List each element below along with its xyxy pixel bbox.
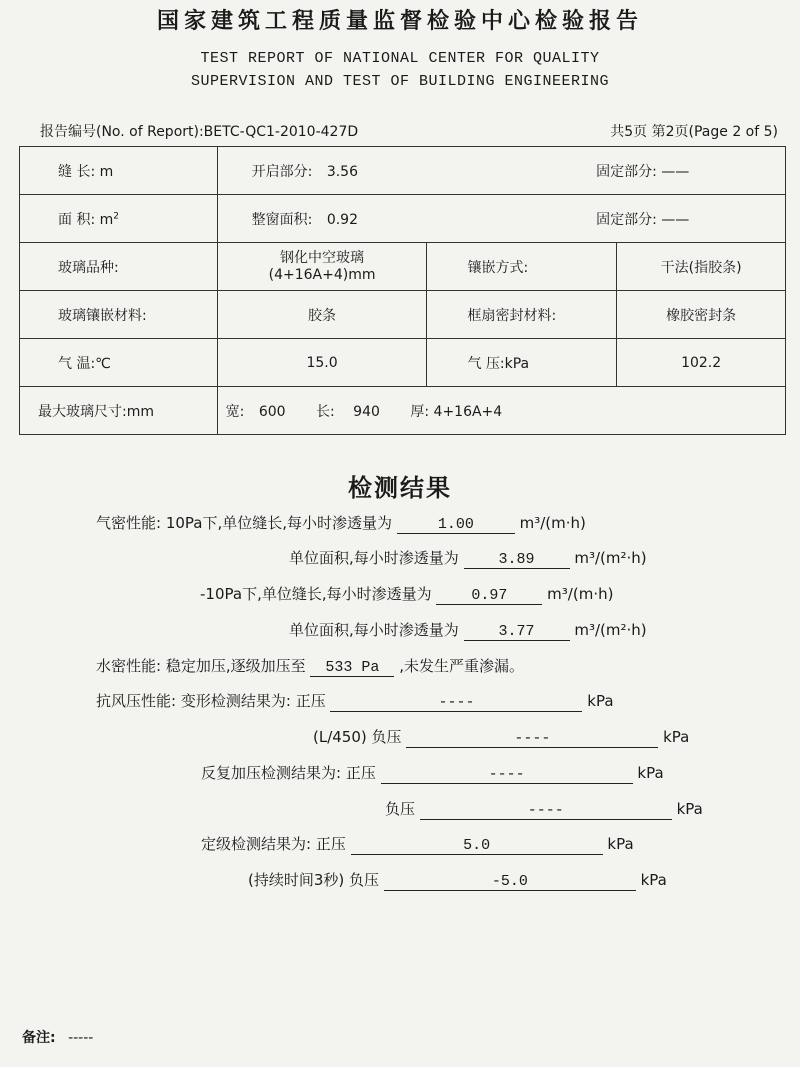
- fixed-area-label: 固定部分:: [596, 211, 657, 228]
- info-row-temperature: [20, 339, 786, 387]
- glazing-method-label: 镶嵌方式:: [427, 243, 617, 291]
- window-area-label: 整窗面积:: [251, 211, 313, 228]
- sample-info-table: [19, 146, 786, 435]
- water-value: 533 Pa: [310, 659, 394, 677]
- results-title: 检测结果: [348, 474, 452, 502]
- window-area-value: 0.92: [326, 211, 358, 228]
- pressure-value: 102.2: [617, 339, 786, 387]
- remark-label: 备注:: [22, 1030, 56, 1046]
- wind-label: 抗风压性能:: [96, 692, 177, 710]
- max-glass-size-values: [217, 387, 785, 435]
- air-value-2: 3.89: [464, 551, 570, 569]
- remark: [22, 1027, 93, 1047]
- deform-neg-value: ----: [406, 730, 658, 748]
- width-value: 600: [258, 403, 286, 420]
- info-row-max-glass-size: [20, 387, 786, 435]
- fixed-part-value: ——: [661, 163, 690, 180]
- seam-length-values: [217, 147, 785, 195]
- remark-value: -----: [68, 1030, 94, 1046]
- report-title-en-line2: SUPERVISION AND TEST OF BUILDING ENGINEERING: [190, 73, 610, 90]
- report-title-cn: 国家建筑工程质量监督检验中心检验报告: [156, 9, 643, 34]
- air-line-1: 气密性能: 10Pa下,单位缝长,每小时渗透量为 1.00 m³/(m·h): [96, 514, 586, 533]
- repeat-neg-value: ----: [420, 802, 672, 820]
- info-row-seam-length: [20, 147, 786, 195]
- report-title-en-line1: TEST REPORT OF NATIONAL CENTER FOR QUALITY: [200, 50, 600, 67]
- repeat-pos-value: ----: [381, 766, 633, 784]
- info-row-glazing-material: [20, 291, 786, 339]
- glass-type-label: 玻璃品种:: [20, 243, 218, 291]
- length-value: 940: [353, 403, 380, 420]
- glazing-material-label: 玻璃镶嵌材料:: [20, 291, 218, 339]
- temperature-label: 气 温:℃: [20, 339, 218, 387]
- grade-pos-value: 5.0: [351, 837, 603, 855]
- temperature-value: 15.0: [217, 339, 427, 387]
- glazing-method-value: 干法(指胶条): [617, 243, 786, 291]
- wind-grade-pos-line: 定级检测结果为: 正压 5.0 kPa: [201, 835, 634, 854]
- report-number: 报告编号(No. of Report):BETC-QC1-2010-427D: [40, 124, 359, 140]
- wind-deform-pos-line: 抗风压性能: 变形检测结果为: 正压 ---- kPa: [96, 692, 614, 711]
- glass-type-value: 钢化中空玻璃 (4+16A+4)mm: [217, 243, 427, 291]
- wind-grade-neg-line: (持续时间3秒) 负压 -5.0 kPa: [248, 871, 667, 890]
- open-part-label: 开启部分:: [251, 163, 313, 180]
- air-value-4: 3.77: [464, 623, 570, 641]
- air-label: 气密性能:: [96, 514, 162, 532]
- pressure-label: 气 压:kPa: [427, 339, 617, 387]
- water-label: 水密性能:: [96, 657, 162, 675]
- thickness-value: 4+16A+4: [433, 403, 503, 420]
- wind-deform-neg-line: (L/450) 负压 ---- kPa: [313, 728, 690, 747]
- air-line-4: 单位面积,每小时渗透量为 3.77 m³/(m²·h): [289, 621, 647, 640]
- area-values: [217, 195, 785, 243]
- thickness-label: 厚:: [410, 403, 430, 420]
- frame-seal-value: 橡胶密封条: [617, 291, 786, 339]
- wind-repeat-neg-line: 负压 ---- kPa: [385, 800, 703, 819]
- frame-seal-label: 框扇密封材料:: [427, 291, 617, 339]
- fixed-area-value: ——: [661, 211, 690, 228]
- length-label: 长:: [316, 403, 335, 420]
- info-row-area: [20, 195, 786, 243]
- page-number: 共5页 第2页(Page 2 of 5): [610, 124, 778, 140]
- air-line-3: -10Pa下,单位缝长,每小时渗透量为 0.97 m³/(m·h): [200, 585, 614, 604]
- area-label: 面 积: $m^2$: [20, 195, 218, 243]
- air-value-1: 1.00: [397, 516, 515, 534]
- wind-repeat-pos-line: 反复加压检测结果为: 正压 ---- kPa: [201, 764, 664, 783]
- glazing-material-value: 胶条: [217, 291, 427, 339]
- max-glass-size-label: 最大玻璃尺寸:mm: [20, 387, 218, 435]
- width-label: 宽:: [225, 403, 245, 420]
- info-row-glass-type: [20, 243, 786, 291]
- deform-pos-value: ----: [330, 694, 582, 712]
- water-line: 水密性能: 稳定加压,逐级加压至 533 Pa ,未发生严重渗漏。: [96, 657, 524, 676]
- open-part-value: 3.56: [326, 163, 358, 180]
- seam-length-label: 缝 长: m: [20, 147, 218, 195]
- air-value-3: 0.97: [436, 587, 542, 605]
- grade-neg-value: -5.0: [384, 873, 636, 891]
- fixed-part-label: 固定部分:: [596, 163, 657, 180]
- air-line-2: 单位面积,每小时渗透量为 3.89 m³/(m²·h): [289, 549, 647, 568]
